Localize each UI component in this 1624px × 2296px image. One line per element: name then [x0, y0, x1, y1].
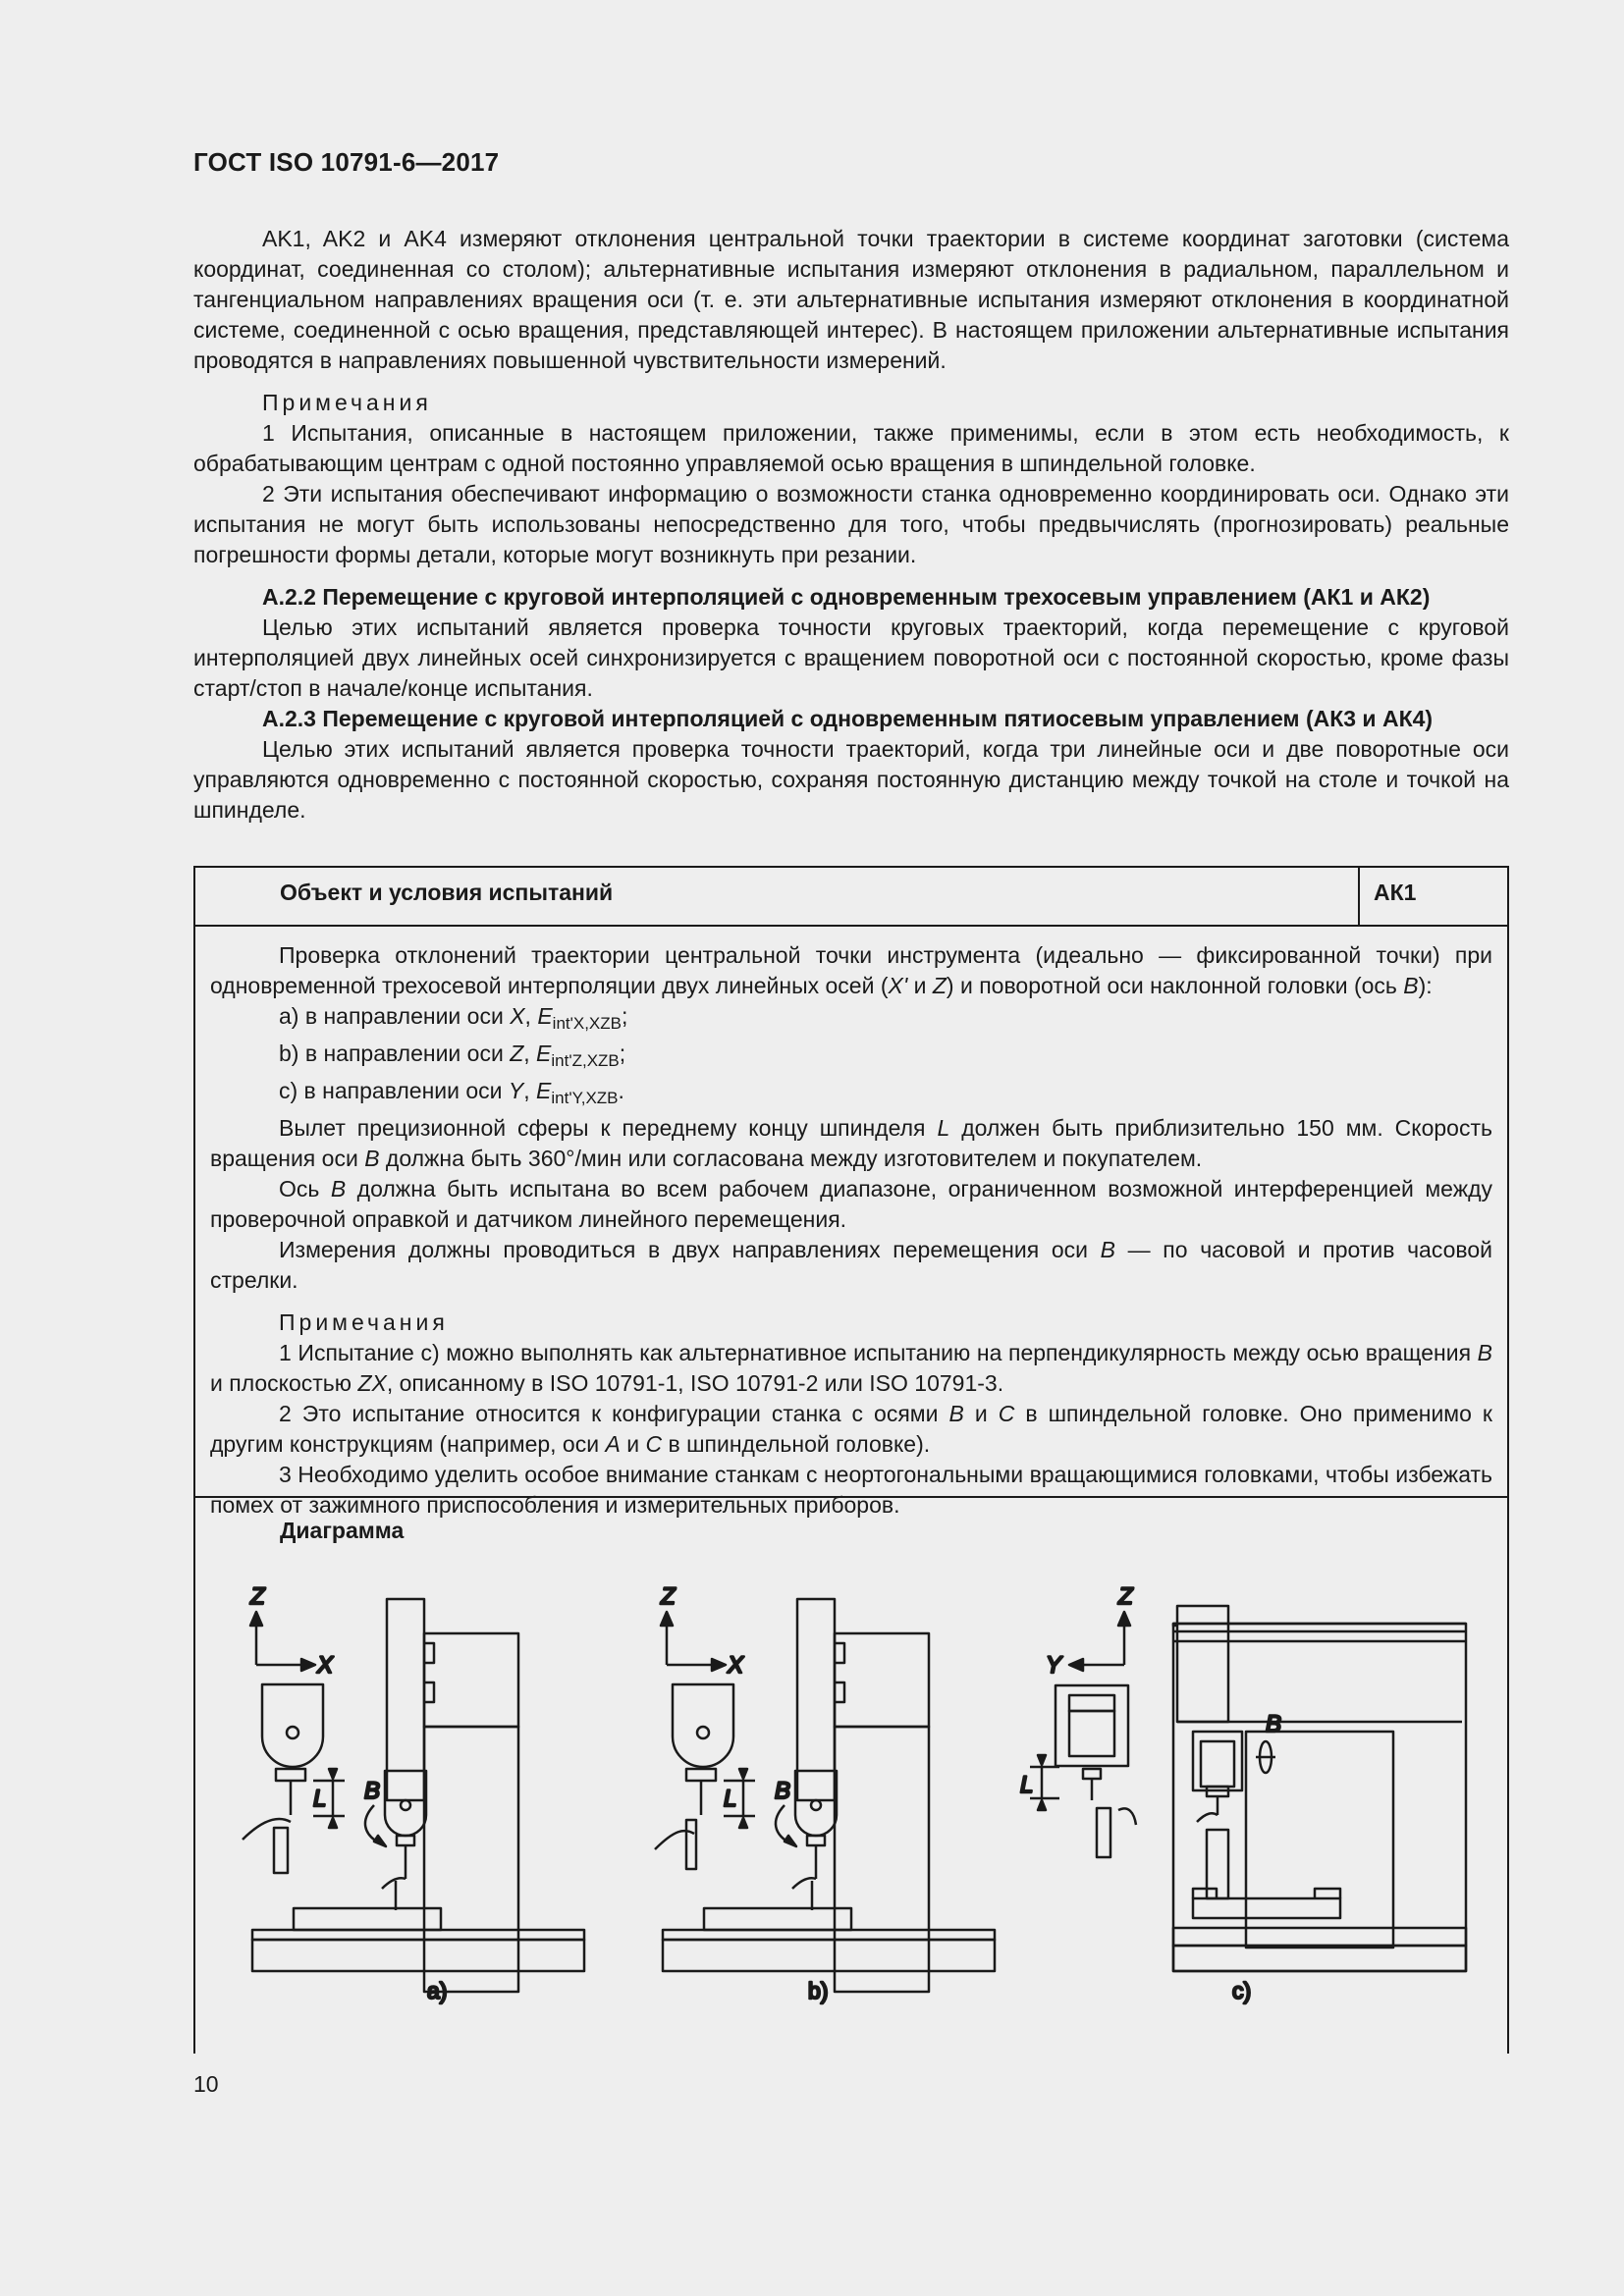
dim-l-label-c: L — [1020, 1772, 1034, 1798]
table-notes-heading: Примечания — [279, 1309, 449, 1335]
table-note-2: 2 Это испытание относится к конфигурации станка с осями B и C в шпиндельной головке. Оно применимо к другим конструкциям (например, оси A и C в шпиндельной головке). — [210, 1401, 1492, 1457]
axis-x-label-b: X — [728, 1652, 744, 1679]
list-item-a: а) в направлении оси X, $E_{int'X,XZB}$; — [279, 1003, 628, 1033]
body-text — [193, 224, 1509, 826]
figure-c-machine — [1030, 1606, 1466, 1971]
axis-y-label-c: Y — [1046, 1652, 1062, 1679]
figure-a-label: a) — [427, 1978, 448, 2003]
table-paragraph-3: Ось B должна быть испытана во всем рабочем диапазоне, ограниченном возможной интерференцией между проверочной оправкой и датчиком линейного перемещения. — [210, 1176, 1492, 1232]
note-1: 1 Испытания, описанные в настоящем приложении, также применимы, если в этом есть необходимость, к обрабатывающим центрам с одной постоянно управляемой осью вращения в шпиндельной головке. — [193, 420, 1509, 476]
list-item-b: b) в направлении оси Z, $E_{int'Z,XZB}$; — [279, 1041, 626, 1070]
table-note-1: 1 Испытание с) можно выполнять как альтернативное испытанию на перпендикулярность между осью вращения B и плоскостью ZX, описанному в ISO 10791-1, ISO 10791-2 или ISO 10791-3. — [210, 1340, 1492, 1396]
page-header: ГОСТ ISO 10791-6—2017 — [193, 147, 500, 177]
axis-b-label-a: B — [364, 1778, 381, 1804]
figure-c-label: c) — [1232, 1978, 1252, 2003]
dim-l-label-b: L — [724, 1786, 737, 1812]
section-a23-title: А.2.3 Перемещение с круговой интерполяцией с одновременным пятиосевым управлением (АК3 и АК4) — [262, 706, 1434, 731]
axis-x-label-a: X — [317, 1652, 334, 1679]
section-a22-text: Целью этих испытаний является проверка точности круговых траекторий, когда перемещение с круговой интерполяцией двух линейных осей синхронизируется с вращением поворотной оси с постоянной скоростью, кроме фазы старт/стоп в начале/конце испытания. — [193, 614, 1509, 701]
diagram — [195, 868, 1507, 2056]
page-number: 10 — [193, 2071, 219, 2097]
section-a22-title: А.2.2 Перемещение с круговой интерполяцией с одновременным трехосевым управлением (АК1 и АК2) — [262, 584, 1431, 610]
intro-paragraph: AK1, AK2 и AK4 измеряют отклонения центральной точки траектории в системе координат заготовки (система координат, соединенная со столом); альтернативные испытания измеряют отклонения в радиальном, параллельном и тангенциальном направлениях вращения оси (т. е. эти альтернативные испытания измеряют отклонения в координатной системе, соединенной с осью вращения, представляющей интерес). В настоящем приложении альтернативные испытания проводятся в направлениях повышенной чувствительности измерений. — [193, 226, 1509, 373]
table-paragraph-2: Вылет прецизионной сферы к переднему концу шпинделя L должен быть приблизительно 150 мм. Скорость вращения оси B должна быть 360°/мин или согласована между изготовителем и покупателем. — [210, 1115, 1492, 1171]
test-table — [193, 866, 1509, 2054]
note-2: 2 Эти испытания обеспечивают информацию о возможности станка одновременно координировать оси. Однако эти испытания не могут быть использованы непосредственно для того, чтобы предвычислять (прогнозировать) реальные погрешности формы детали, которые могут возникнуть при резании. — [193, 481, 1509, 567]
axis-z-label-a: Z — [250, 1583, 265, 1610]
figure-a-machine — [243, 1599, 584, 1992]
list-item-c: c) в направлении оси Y, $E_{int'Y,XZB}$. — [279, 1078, 624, 1107]
diagram-title: Диаграмма — [280, 1518, 405, 1543]
figure-b-label: b) — [808, 1978, 829, 2003]
table-note-3: 3 Необходимо уделить особое внимание станкам с неортогональными вращающимися головками, чтобы избежать помех от зажимного приспособления и измерительных приборов. — [210, 1462, 1492, 1518]
axis-b-label-c: B — [1266, 1711, 1282, 1737]
table-paragraph-1: Проверка отклонений траектории центральной точки инструмента (идеально — фиксированной точки) при одновременной трехосевой интерполяции двух линейных осей (X' и Z) и поворотной оси наклонной головки (ось B): — [210, 942, 1492, 998]
test-code: АК1 — [1358, 868, 1507, 925]
table-header-label: Объект и условия испытаний — [280, 880, 614, 905]
dim-l-label-a: L — [313, 1786, 327, 1812]
notes-heading: Примечания — [262, 390, 432, 415]
axis-z-label-c: Z — [1118, 1583, 1133, 1610]
axis-z-label-b: Z — [661, 1583, 676, 1610]
axis-b-label-b: B — [775, 1778, 791, 1804]
figure-b-machine — [655, 1599, 995, 1992]
table-paragraph-4: Измерения должны проводиться в двух направлениях перемещения оси B — по часовой и против часовой стрелки. — [210, 1237, 1492, 1293]
section-a23-text: Целью этих испытаний является проверка точности траекторий, когда три линейные оси и две поворотные оси управляются одновременно с постоянной скоростью, сохраняя постоянную дистанцию между точкой на столе и точкой на шпинделе. — [193, 736, 1509, 823]
